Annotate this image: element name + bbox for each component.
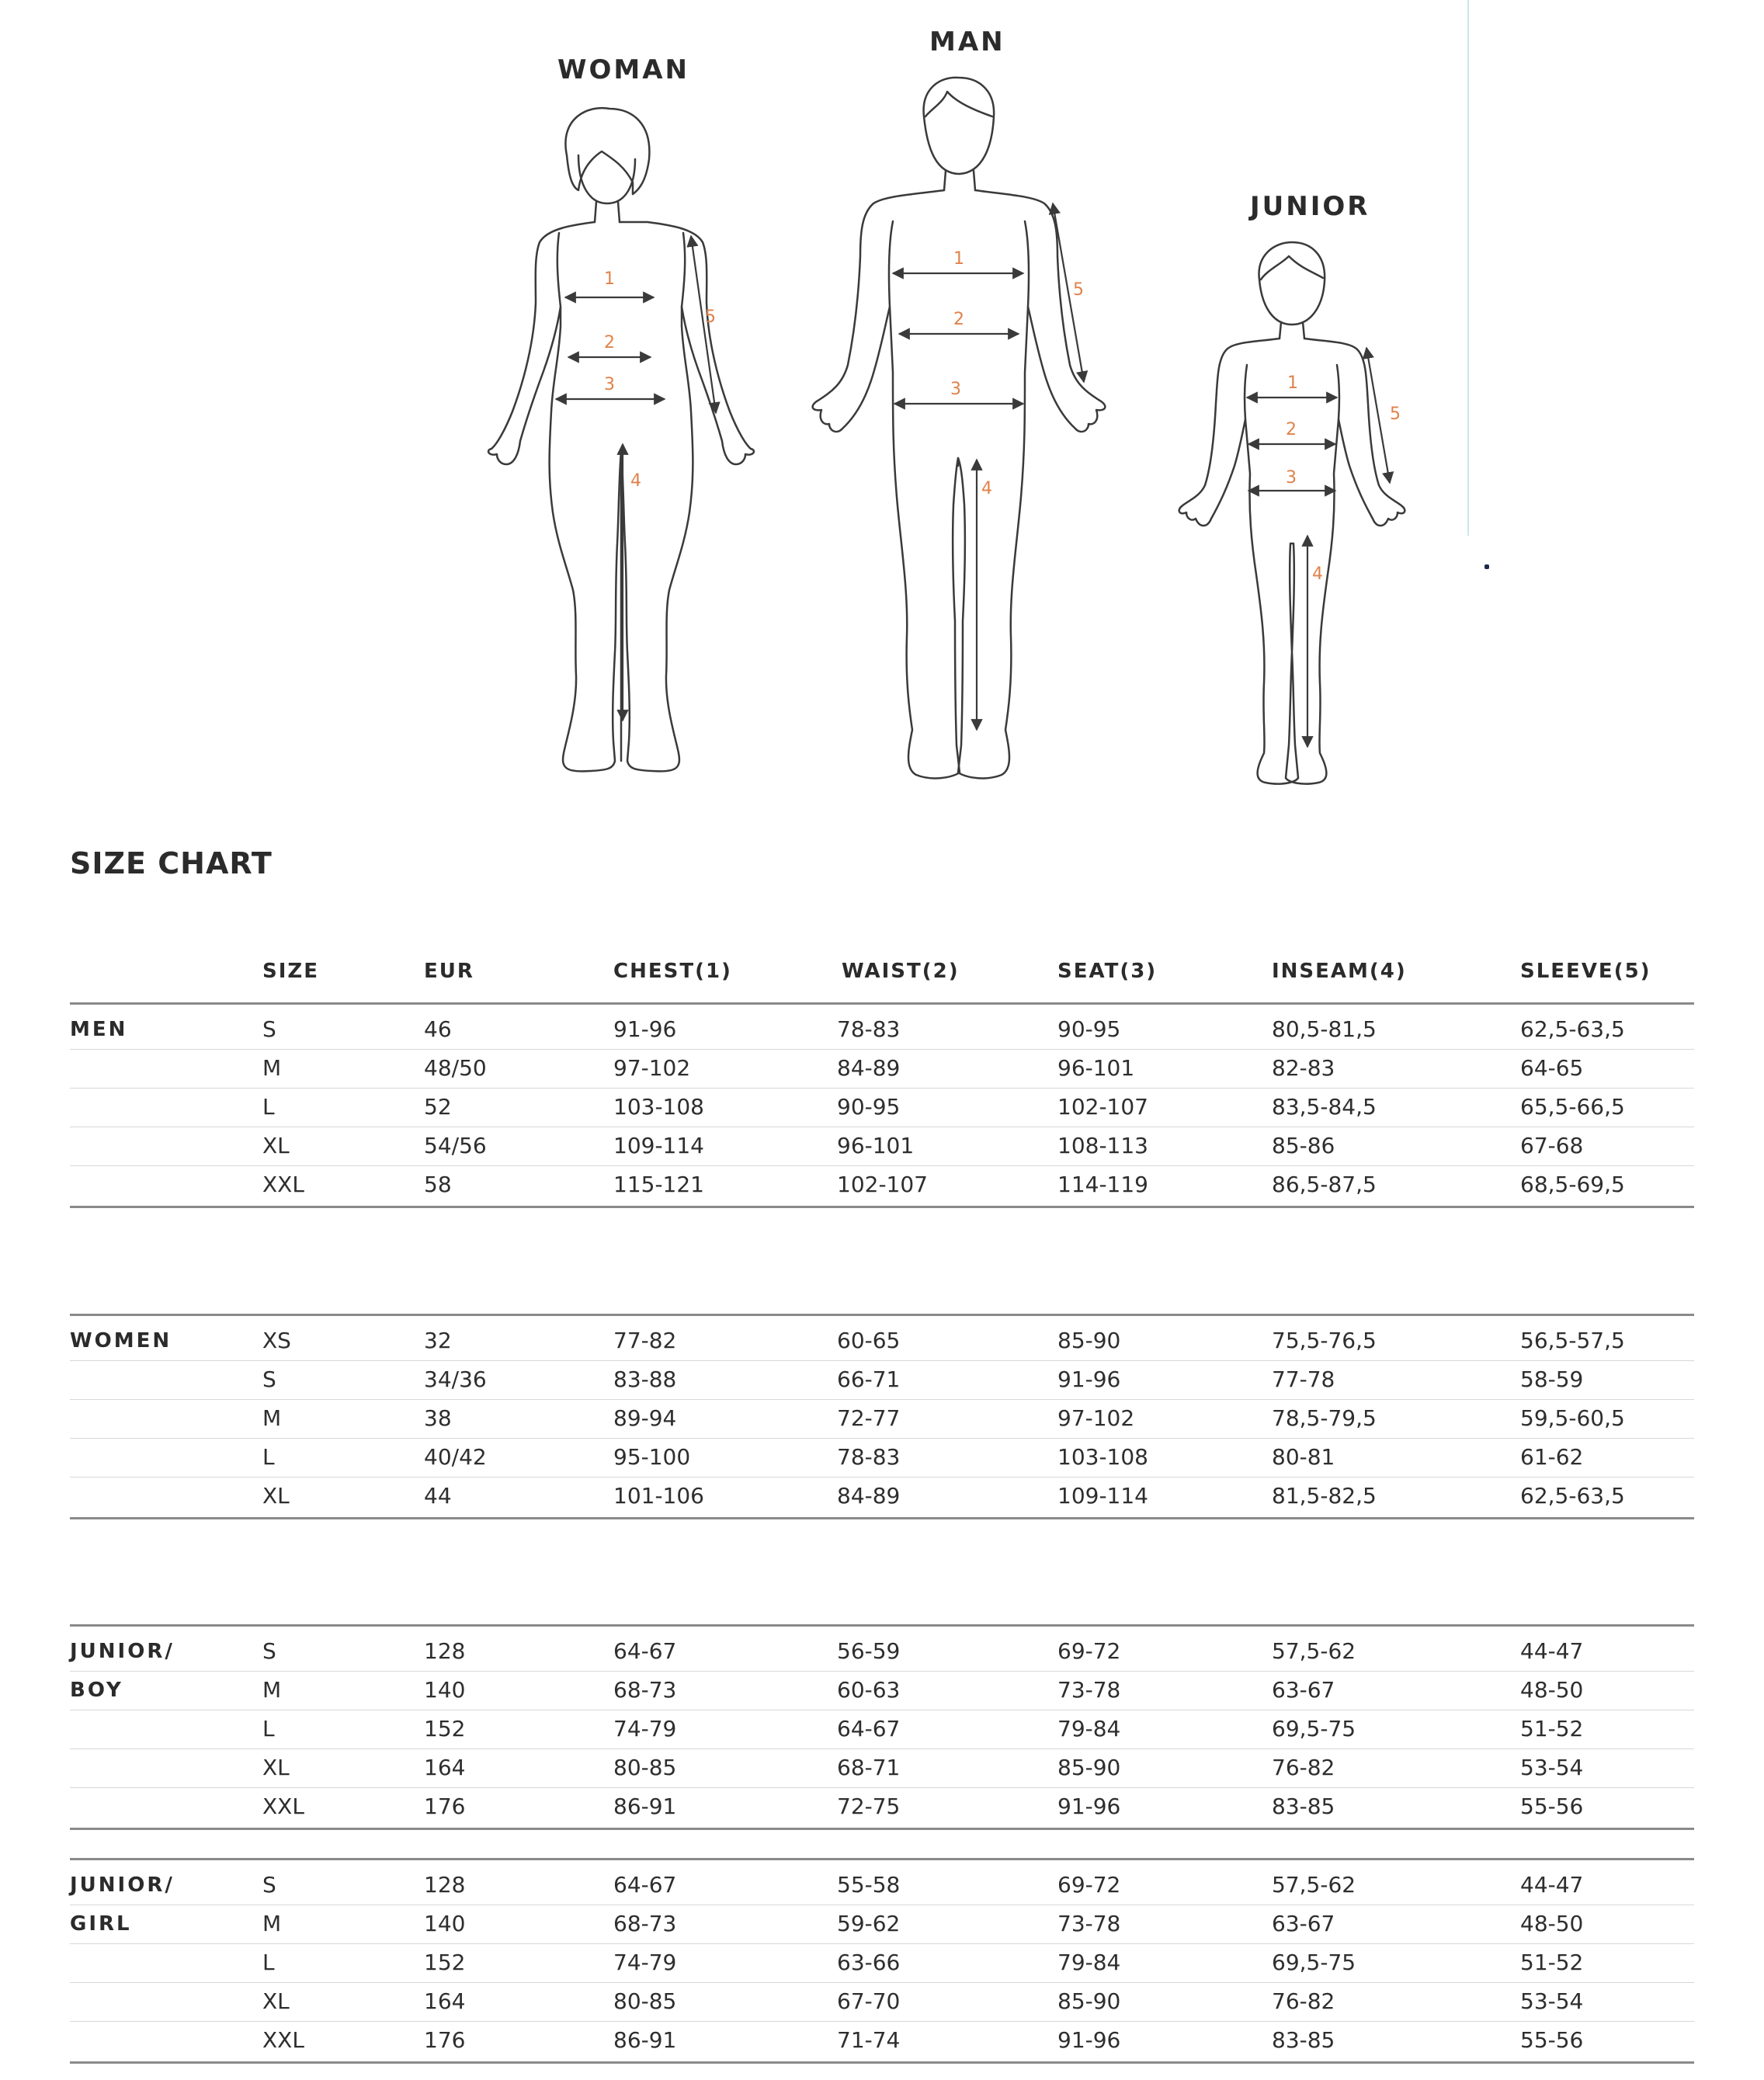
junior-markers	[1286, 373, 1401, 584]
header-eur: EUR	[424, 960, 474, 983]
cell-men-size: L	[262, 1094, 275, 1120]
man-marker-5: 5	[1073, 280, 1084, 300]
cell-men-seat: 102-107	[1057, 1094, 1148, 1120]
cell-men-size: XL	[262, 1133, 290, 1158]
cell-men-waist: 84-89	[837, 1055, 901, 1081]
cell-men-sleeve: 62,5-63,5	[1520, 1016, 1625, 1042]
group-label-women: WOMEN	[70, 1329, 172, 1353]
cell-junior-girl-waist: 63-66	[837, 1950, 901, 1975]
cell-women-size: M	[262, 1405, 282, 1431]
row-separator	[70, 1671, 1694, 1672]
cell-women-seat: 91-96	[1057, 1366, 1121, 1392]
cell-junior-girl-sleeve: 55-56	[1520, 2027, 1584, 2053]
cell-women-seat: 109-114	[1057, 1483, 1148, 1509]
row-separator	[70, 1943, 1694, 1944]
cell-men-eur: 58	[424, 1172, 452, 1197]
man-marker-2: 2	[953, 310, 964, 329]
cell-junior-girl-inseam: 63-67	[1272, 1911, 1335, 1936]
cell-junior-boy-waist: 72-75	[837, 1794, 901, 1819]
junior-marker-3: 3	[1286, 468, 1297, 488]
junior-marker-4: 4	[1312, 564, 1323, 584]
body-figures-illustration	[0, 0, 1764, 823]
cell-junior-girl-inseam: 69,5-75	[1272, 1950, 1356, 1975]
header-sleeve: SLEEVE(5)	[1520, 960, 1651, 983]
cell-women-inseam: 77-78	[1272, 1366, 1335, 1392]
woman-marker-4: 4	[630, 471, 641, 491]
cell-men-sleeve: 65,5-66,5	[1520, 1094, 1625, 1120]
figure-label-junior: JUNIOR	[1250, 191, 1370, 222]
cell-junior-boy-chest: 68-73	[613, 1677, 677, 1703]
woman-marker-1: 1	[604, 269, 615, 289]
cell-junior-boy-sleeve: 53-54	[1520, 1755, 1584, 1780]
cell-junior-boy-waist: 60-63	[837, 1677, 901, 1703]
cell-women-eur: 40/42	[424, 1444, 487, 1470]
cell-junior-girl-waist: 55-58	[837, 1872, 901, 1898]
cell-men-seat: 96-101	[1057, 1055, 1135, 1081]
junior-head	[1259, 242, 1325, 325]
cell-women-waist: 66-71	[837, 1366, 901, 1392]
man-markers	[950, 249, 1084, 498]
cell-men-seat: 90-95	[1057, 1016, 1121, 1042]
cell-women-waist: 84-89	[837, 1483, 901, 1509]
group-bottom-rule	[70, 1828, 1694, 1830]
cell-women-inseam: 80-81	[1272, 1444, 1335, 1470]
cell-junior-boy-sleeve: 48-50	[1520, 1677, 1584, 1703]
man-figure	[813, 78, 1106, 779]
cell-women-sleeve: 59,5-60,5	[1520, 1405, 1625, 1431]
cell-junior-girl-waist: 71-74	[837, 2027, 901, 2053]
cell-junior-boy-inseam: 63-67	[1272, 1677, 1335, 1703]
cell-junior-girl-eur: 176	[424, 2027, 466, 2053]
woman-marker-2: 2	[604, 333, 615, 352]
cell-men-seat: 108-113	[1057, 1133, 1148, 1158]
cell-men-inseam: 82-83	[1272, 1055, 1335, 1081]
cell-women-sleeve: 61-62	[1520, 1444, 1584, 1470]
cell-junior-girl-size: S	[262, 1872, 276, 1898]
cell-junior-boy-size: S	[262, 1638, 276, 1664]
row-separator	[70, 1477, 1694, 1478]
cell-junior-boy-seat: 79-84	[1057, 1716, 1121, 1741]
cell-women-eur: 34/36	[424, 1366, 487, 1392]
cell-women-inseam: 75,5-76,5	[1272, 1328, 1377, 1353]
cell-men-eur: 48/50	[424, 1055, 487, 1081]
group-label-men: MEN	[70, 1018, 128, 1041]
cell-men-waist: 78-83	[837, 1016, 901, 1042]
cell-junior-girl-sleeve: 48-50	[1520, 1911, 1584, 1936]
cell-men-inseam: 85-86	[1272, 1133, 1335, 1158]
row-separator	[70, 1399, 1694, 1400]
cell-junior-girl-chest: 68-73	[613, 1911, 677, 1936]
header-seat: SEAT(3)	[1057, 960, 1158, 983]
cell-junior-girl-waist: 67-70	[837, 1988, 901, 2014]
cell-junior-boy-chest: 80-85	[613, 1755, 677, 1780]
group-bottom-rule	[70, 1206, 1694, 1208]
row-separator	[70, 1787, 1694, 1788]
cell-junior-boy-chest: 64-67	[613, 1638, 677, 1664]
row-separator	[70, 1360, 1694, 1361]
cell-men-waist: 96-101	[837, 1133, 915, 1158]
header-chest: CHEST(1)	[613, 960, 732, 983]
cell-women-chest: 89-94	[613, 1405, 677, 1431]
cell-junior-boy-seat: 73-78	[1057, 1677, 1121, 1703]
cell-men-waist: 90-95	[837, 1094, 901, 1120]
cell-junior-girl-eur: 128	[424, 1872, 466, 1898]
junior-body	[1179, 339, 1405, 784]
cell-junior-girl-size: M	[262, 1911, 282, 1936]
cell-junior-girl-inseam: 57,5-62	[1272, 1872, 1356, 1898]
woman-figure	[488, 108, 754, 771]
cell-women-sleeve: 58-59	[1520, 1366, 1584, 1392]
cell-women-waist: 60-65	[837, 1328, 901, 1353]
cell-junior-boy-inseam: 57,5-62	[1272, 1638, 1356, 1664]
cell-men-waist: 102-107	[837, 1172, 928, 1197]
cell-junior-girl-eur: 164	[424, 1988, 466, 2014]
header-size: SIZE	[262, 960, 320, 983]
group-label-junior-girl: JUNIOR/ GIRL	[70, 1873, 175, 1936]
cell-junior-boy-waist: 68-71	[837, 1755, 901, 1780]
cell-men-eur: 52	[424, 1094, 452, 1120]
cell-junior-girl-chest: 80-85	[613, 1988, 677, 2014]
group-top-rule	[70, 1624, 1694, 1627]
cell-women-seat: 103-108	[1057, 1444, 1148, 1470]
junior-arrow-sleeve	[1366, 348, 1390, 483]
cell-women-eur: 32	[424, 1328, 452, 1353]
row-separator	[70, 1049, 1694, 1050]
header-inseam: INSEAM(4)	[1272, 960, 1407, 983]
cell-men-eur: 46	[424, 1016, 452, 1042]
cell-men-inseam: 80,5-81,5	[1272, 1016, 1377, 1042]
woman-hair	[565, 108, 649, 194]
cell-junior-girl-seat: 91-96	[1057, 2027, 1121, 2053]
cell-junior-girl-seat: 85-90	[1057, 1988, 1121, 2014]
cell-women-seat: 97-102	[1057, 1405, 1135, 1431]
cell-junior-girl-chest: 74-79	[613, 1950, 677, 1975]
cell-men-inseam: 86,5-87,5	[1272, 1172, 1377, 1197]
cell-women-chest: 83-88	[613, 1366, 677, 1392]
cell-junior-girl-size: XL	[262, 1988, 290, 2014]
cell-junior-boy-size: XXL	[262, 1794, 304, 1819]
man-marker-3: 3	[950, 380, 961, 399]
cell-men-inseam: 83,5-84,5	[1272, 1094, 1377, 1120]
cell-junior-boy-eur: 164	[424, 1755, 466, 1780]
cell-men-chest: 109-114	[613, 1133, 704, 1158]
man-measure-arrows	[893, 203, 1084, 730]
man-marker-1: 1	[953, 249, 964, 269]
cell-junior-boy-size: L	[262, 1716, 275, 1741]
woman-face	[578, 155, 635, 203]
cell-men-seat: 114-119	[1057, 1172, 1148, 1197]
header-waist: WAIST(2)	[842, 960, 960, 983]
woman-marker-5: 5	[705, 307, 716, 327]
cell-junior-boy-seat: 85-90	[1057, 1755, 1121, 1780]
group-top-rule	[70, 1314, 1694, 1316]
cell-junior-boy-eur: 128	[424, 1638, 466, 1664]
cell-men-chest: 91-96	[613, 1016, 677, 1042]
cell-junior-girl-seat: 69-72	[1057, 1872, 1121, 1898]
cell-women-waist: 78-83	[837, 1444, 901, 1470]
cell-junior-boy-size: XL	[262, 1755, 290, 1780]
cell-junior-boy-chest: 86-91	[613, 1794, 677, 1819]
cell-junior-boy-sleeve: 44-47	[1520, 1638, 1584, 1664]
cell-men-size: S	[262, 1016, 276, 1042]
cell-junior-girl-eur: 140	[424, 1911, 466, 1936]
row-separator	[70, 1982, 1694, 1983]
cell-women-size: XL	[262, 1483, 290, 1509]
cell-women-chest: 77-82	[613, 1328, 677, 1353]
cell-junior-boy-seat: 69-72	[1057, 1638, 1121, 1664]
cell-junior-girl-waist: 59-62	[837, 1911, 901, 1936]
cell-junior-girl-inseam: 83-85	[1272, 2027, 1335, 2053]
woman-marker-3: 3	[604, 375, 615, 394]
cell-junior-boy-inseam: 83-85	[1272, 1794, 1335, 1819]
cell-women-eur: 38	[424, 1405, 452, 1431]
cell-junior-girl-size: XXL	[262, 2027, 304, 2053]
cell-women-seat: 85-90	[1057, 1328, 1121, 1353]
row-separator	[70, 1748, 1694, 1749]
cell-men-chest: 97-102	[613, 1055, 691, 1081]
cell-women-sleeve: 56,5-57,5	[1520, 1328, 1625, 1353]
cell-women-inseam: 78,5-79,5	[1272, 1405, 1377, 1431]
cell-junior-boy-sleeve: 55-56	[1520, 1794, 1584, 1819]
cell-women-chest: 101-106	[613, 1483, 704, 1509]
cell-junior-boy-size: M	[262, 1677, 282, 1703]
row-separator	[70, 1088, 1694, 1089]
cell-junior-girl-eur: 152	[424, 1950, 466, 1975]
row-separator	[70, 2021, 1694, 2022]
junior-marker-5: 5	[1390, 405, 1401, 424]
cell-women-size: S	[262, 1366, 276, 1392]
cell-junior-boy-waist: 64-67	[837, 1716, 901, 1741]
woman-neck	[595, 202, 620, 222]
cell-women-sleeve: 62,5-63,5	[1520, 1483, 1625, 1509]
man-body	[813, 190, 1106, 778]
group-bottom-rule	[70, 1517, 1694, 1519]
cell-junior-boy-eur: 140	[424, 1677, 466, 1703]
cell-junior-boy-waist: 56-59	[837, 1638, 901, 1664]
junior-marker-1: 1	[1287, 373, 1298, 393]
cell-junior-boy-sleeve: 51-52	[1520, 1716, 1584, 1741]
header-rule	[70, 1002, 1694, 1005]
cell-men-sleeve: 67-68	[1520, 1133, 1584, 1158]
cell-men-size: XXL	[262, 1172, 304, 1197]
cell-junior-boy-chest: 74-79	[613, 1716, 677, 1741]
man-hair	[925, 92, 992, 116]
cell-men-size: M	[262, 1055, 282, 1081]
junior-figure	[1179, 242, 1405, 784]
cell-junior-girl-inseam: 76-82	[1272, 1988, 1335, 2014]
cell-men-eur: 54/56	[424, 1133, 487, 1158]
group-label-junior-boy: JUNIOR/ BOY	[70, 1640, 175, 1702]
figure-label-woman: WOMAN	[557, 54, 690, 85]
cell-junior-girl-seat: 79-84	[1057, 1950, 1121, 1975]
cell-men-sleeve: 64-65	[1520, 1055, 1584, 1081]
figure-label-man: MAN	[929, 26, 1005, 57]
cell-men-chest: 115-121	[613, 1172, 704, 1197]
cell-men-sleeve: 68,5-69,5	[1520, 1172, 1625, 1197]
cell-junior-girl-sleeve: 51-52	[1520, 1950, 1584, 1975]
cell-junior-girl-chest: 64-67	[613, 1872, 677, 1898]
cell-junior-boy-eur: 152	[424, 1716, 466, 1741]
cell-junior-boy-inseam: 76-82	[1272, 1755, 1335, 1780]
cell-women-size: L	[262, 1444, 275, 1470]
row-separator	[70, 1438, 1694, 1439]
cell-junior-girl-seat: 73-78	[1057, 1911, 1121, 1936]
cell-junior-boy-eur: 176	[424, 1794, 466, 1819]
cell-women-inseam: 81,5-82,5	[1272, 1483, 1377, 1509]
group-bottom-rule	[70, 2061, 1694, 2064]
cell-junior-girl-sleeve: 53-54	[1520, 1988, 1584, 2014]
cell-junior-girl-chest: 86-91	[613, 2027, 677, 2053]
cell-women-size: XS	[262, 1328, 291, 1353]
page-title: SIZE CHART	[70, 846, 273, 880]
row-separator	[70, 1165, 1694, 1166]
cell-men-chest: 103-108	[613, 1094, 704, 1120]
cell-junior-girl-sleeve: 44-47	[1520, 1872, 1584, 1898]
cell-junior-boy-inseam: 69,5-75	[1272, 1716, 1356, 1741]
man-marker-4: 4	[981, 479, 992, 498]
woman-arm-inner	[557, 233, 685, 307]
man-head	[924, 78, 995, 174]
cell-women-chest: 95-100	[613, 1444, 691, 1470]
cell-women-waist: 72-77	[837, 1405, 901, 1431]
cell-women-eur: 44	[424, 1483, 452, 1509]
junior-hair	[1261, 256, 1323, 280]
cell-junior-boy-seat: 91-96	[1057, 1794, 1121, 1819]
cell-junior-girl-size: L	[262, 1950, 275, 1975]
junior-marker-2: 2	[1286, 420, 1297, 439]
group-top-rule	[70, 1858, 1694, 1860]
